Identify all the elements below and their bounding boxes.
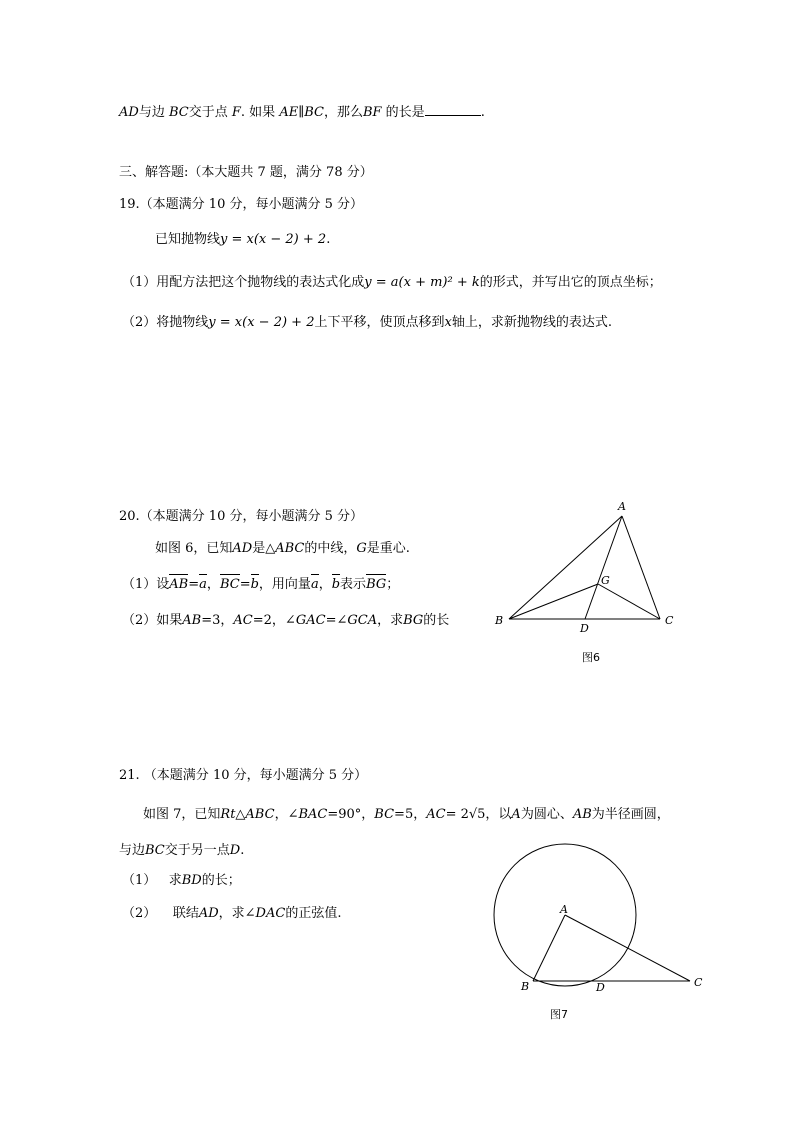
section-heading: 三、解答题:（本大题共 7 题，满分 78 分） [119, 165, 373, 180]
continued-question-line: AD与边 BC交于点 F. 如果 AE∥BC，那么BF 的长是 . [119, 105, 485, 120]
vector-b: b [250, 577, 259, 592]
label-d: D [580, 622, 589, 635]
label-a: A [618, 500, 626, 513]
label-c: C [694, 976, 703, 989]
segment-ac [565, 915, 690, 981]
q19-part2: （2）将抛物线y = x(x − 2) + 2上下平移，使顶点移到x轴上，求新抛物线的表达式. [122, 315, 612, 330]
q19-given: 已知抛物线y = x(x − 2) + 2. [155, 232, 331, 247]
label-c: C [665, 614, 674, 627]
vector-a: a [199, 577, 207, 592]
figure-7-caption: 图7 [550, 1008, 568, 1021]
q21-intro: 如图 7，已知Rt△ABC，∠BAC=90°，BC=5，AC= 2√5，以A为圆心、AB为半径画圆， [143, 807, 670, 822]
label-b: B [495, 614, 504, 627]
formula: y = a(x + m)² + k [364, 275, 480, 290]
q21-part1: （1） 求BD的长； [122, 873, 241, 888]
q19-header: 19.（本题满分 10 分，每小题满分 5 分） [119, 197, 364, 212]
q21-header: 21. （本题满分 10 分，每小题满分 5 分） [119, 768, 368, 783]
q21-intro-cont: 与边BC交于另一点D. [119, 843, 245, 858]
vector-ab: AB [169, 577, 189, 592]
q19-part1: （1）用配方法把这个抛物线的表达式化成y = a(x + m)² + k的形式，并写出它的顶点坐标； [122, 275, 662, 290]
q21-part2: （2） 联结AD，求∠DAC的正弦值. [122, 906, 342, 921]
label-g: G [601, 574, 610, 587]
q20-part1: （1）设AB=a，BC=b，用向量a，b表示BG； [122, 577, 400, 592]
segment-ab [533, 915, 565, 981]
label-b: B [521, 980, 530, 993]
figure-6-caption: 图6 [582, 651, 600, 664]
label-d: D [596, 981, 605, 994]
formula: y = x(x − 2) + 2 [208, 315, 315, 330]
q20-header: 20.（本题满分 10 分，每小题满分 5 分） [119, 509, 364, 524]
label-a: A [560, 903, 568, 916]
vector-bg: BG [366, 577, 387, 592]
q20-intro: 如图 6，已知AD是△ABC的中线，G是重心. [155, 541, 410, 556]
q20-part2: （2）如果AB=3，AC=2，∠GAC=∠GCA，求BG的长 [122, 613, 450, 628]
vector-a: a [310, 577, 319, 592]
vector-bc: BC [219, 577, 240, 592]
formula: y = x(x − 2) + 2 [220, 232, 327, 247]
vector-b: b [331, 577, 341, 592]
